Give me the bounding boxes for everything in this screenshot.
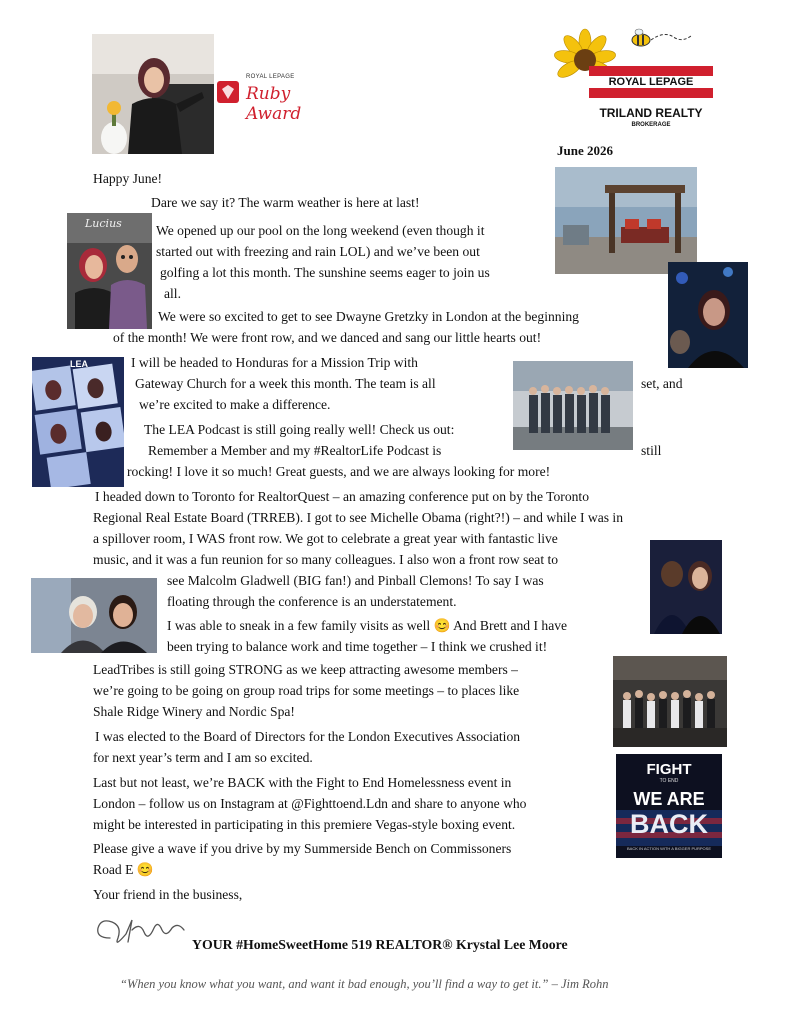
paragraph-toronto-line6: floating through the conference is an understatement. [167, 594, 457, 609]
paragraph-toronto-line2: Regional Real Estate Board (TRREB). I got to see Michelle Obama (right?!) – and while I was in [93, 510, 624, 525]
ruby-award-text: Ruby Award [246, 84, 302, 124]
paragraph-toronto-line3: a spillover room, I WAS front row. We got to celebrate a great year with fantastic live [93, 531, 558, 546]
ruby-gem-icon [216, 80, 240, 104]
closing-line: Your friend in the business, [93, 887, 243, 902]
paragraph-toronto-line1: I headed down to Toronto for RealtorQuest – an amazing conference put on by the Toronto [95, 489, 590, 504]
footer-quote: “When you know what you want, and want it bad enough, you’ll find a way to get it.” – Jim Rohn [120, 977, 609, 991]
paragraph-fight-line2: London – follow us on Instagram at @Fighttoend.Ldn and share to anyone who [93, 796, 527, 811]
fight-caption-text: BACK IN ACTION WITH A BIGGER PURPOSE [626, 846, 711, 851]
photo-lea-podcast-collage [32, 357, 124, 487]
paragraph-honduras-line1: I will be headed to Honduras for a Mission Trip with [131, 355, 418, 370]
paragraph-pool-line4: all. [164, 286, 181, 301]
paragraph-podcast-line2-tail: still [641, 443, 662, 458]
photo-obama-event [650, 540, 722, 634]
paragraph-honduras-line3: we’re excited to make a difference. [139, 397, 331, 412]
paragraph-leadtribes-line1: LeadTribes is still going STRONG as we keep attracting awesome members – [93, 662, 518, 677]
profile-photo [92, 34, 214, 154]
paragraph-podcast-line3: rocking! I love it so much! Great guests, and we are always looking for more! [127, 464, 551, 479]
photo-mission-team [513, 361, 633, 450]
paragraph-pool-line3: golfing a lot this month. The sunshine seems eager to join us [160, 265, 490, 280]
paragraph-fight-line3: might be interested in participating in this premiere Vegas-style boxing event. [93, 817, 516, 832]
photo-pool-gazebo [555, 167, 697, 274]
paragraph-leadtribes-line3: Shale Ridge Winery and Nordic Spa! [93, 704, 295, 719]
paragraph-gretzky-line1: We were so excited to get to see Dwayne Gretzky in London at the beginning [158, 309, 579, 324]
signature-name: YOUR #HomeSweetHome 519 REALTOR® Krystal Lee Moore [192, 937, 568, 952]
paragraph-bench-line1: Please give a wave if you drive by my Summerside Bench on Commissoners [93, 841, 512, 856]
handwritten-signature-icon [92, 908, 192, 950]
bee-icon [632, 29, 691, 46]
paragraph-board-line2: for next year’s term and I am so excited. [93, 750, 313, 765]
royal-lepage-logo [545, 26, 725, 136]
fight-top-text: FIGHT [646, 761, 692, 778]
logo-sub2-text: BROKERAGE [631, 122, 671, 128]
paragraph-pool-line1: We opened up our pool on the long weekend (even though it [156, 223, 485, 238]
letter-date: June 2026 [557, 143, 613, 158]
photo-couple-lucius [67, 213, 152, 329]
photo-leadtribes-group [613, 656, 727, 747]
greeting: Happy June! [93, 171, 163, 186]
ruby-brand-text: ROYAL LEPAGE [246, 74, 295, 80]
paragraph-podcast-line1: The LEA Podcast is still going really well! Check us out: [144, 422, 455, 437]
logo-brand-text: ROYAL LEPAGE [608, 76, 694, 88]
paragraph-leadtribes-line2: we’re going to be going on group road trips for some meetings – to places like [93, 683, 520, 698]
paragraph-pool-line2: started out with freezing and rain LOL) and we’ve been out [156, 244, 480, 259]
lucius-sign-text: Lucius [85, 217, 122, 230]
paragraph-podcast-line2: Remember a Member and my #RealtorLife Podcast is [148, 443, 442, 458]
paragraph-bench-line2: Road E 😊 [93, 862, 154, 877]
fight-main2-text: BACK [630, 809, 708, 839]
paragraph-toronto-line5: see Malcolm Gladwell (BIG fan!) and Pinball Clemons! To say I was [167, 573, 544, 588]
fight-to-end-poster [616, 754, 722, 858]
paragraph-family-line2: been trying to balance work and time together – I think we crushed it! [167, 639, 548, 654]
lea-banner-text: LEA [70, 359, 88, 369]
paragraph-fight-line1: Last but not least, we’re BACK with the Fight to End Homelessness event in [93, 775, 512, 790]
photo-concert-selfie [668, 262, 748, 368]
paragraph-honduras-line2: Gateway Church for a week this month. The team is all [135, 376, 436, 391]
paragraph-warm-weather: Dare we say it? The warm weather is here at last! [151, 195, 420, 210]
photo-family-visit [31, 578, 157, 653]
logo-sub-text: TRILAND REALTY [599, 106, 703, 120]
fight-main1-text: WE ARE [633, 789, 705, 809]
paragraph-gretzky-line2: of the month! We were front row, and we danced and sang our little hearts out! [113, 330, 542, 345]
ruby-award-logo [216, 72, 346, 124]
paragraph-family-line1: I was able to sneak in a few family visits as well 😊 And Brett and I have [167, 618, 568, 633]
paragraph-toronto-line4: music, and it was a fun reunion for so many colleagues. I also won a front row seat to [93, 552, 559, 567]
paragraph-board-line1: I was elected to the Board of Directors for the London Executives Association [95, 729, 521, 744]
paragraph-honduras-line2-tail: set, and [641, 376, 683, 391]
fight-small-text: TO END [659, 778, 679, 784]
